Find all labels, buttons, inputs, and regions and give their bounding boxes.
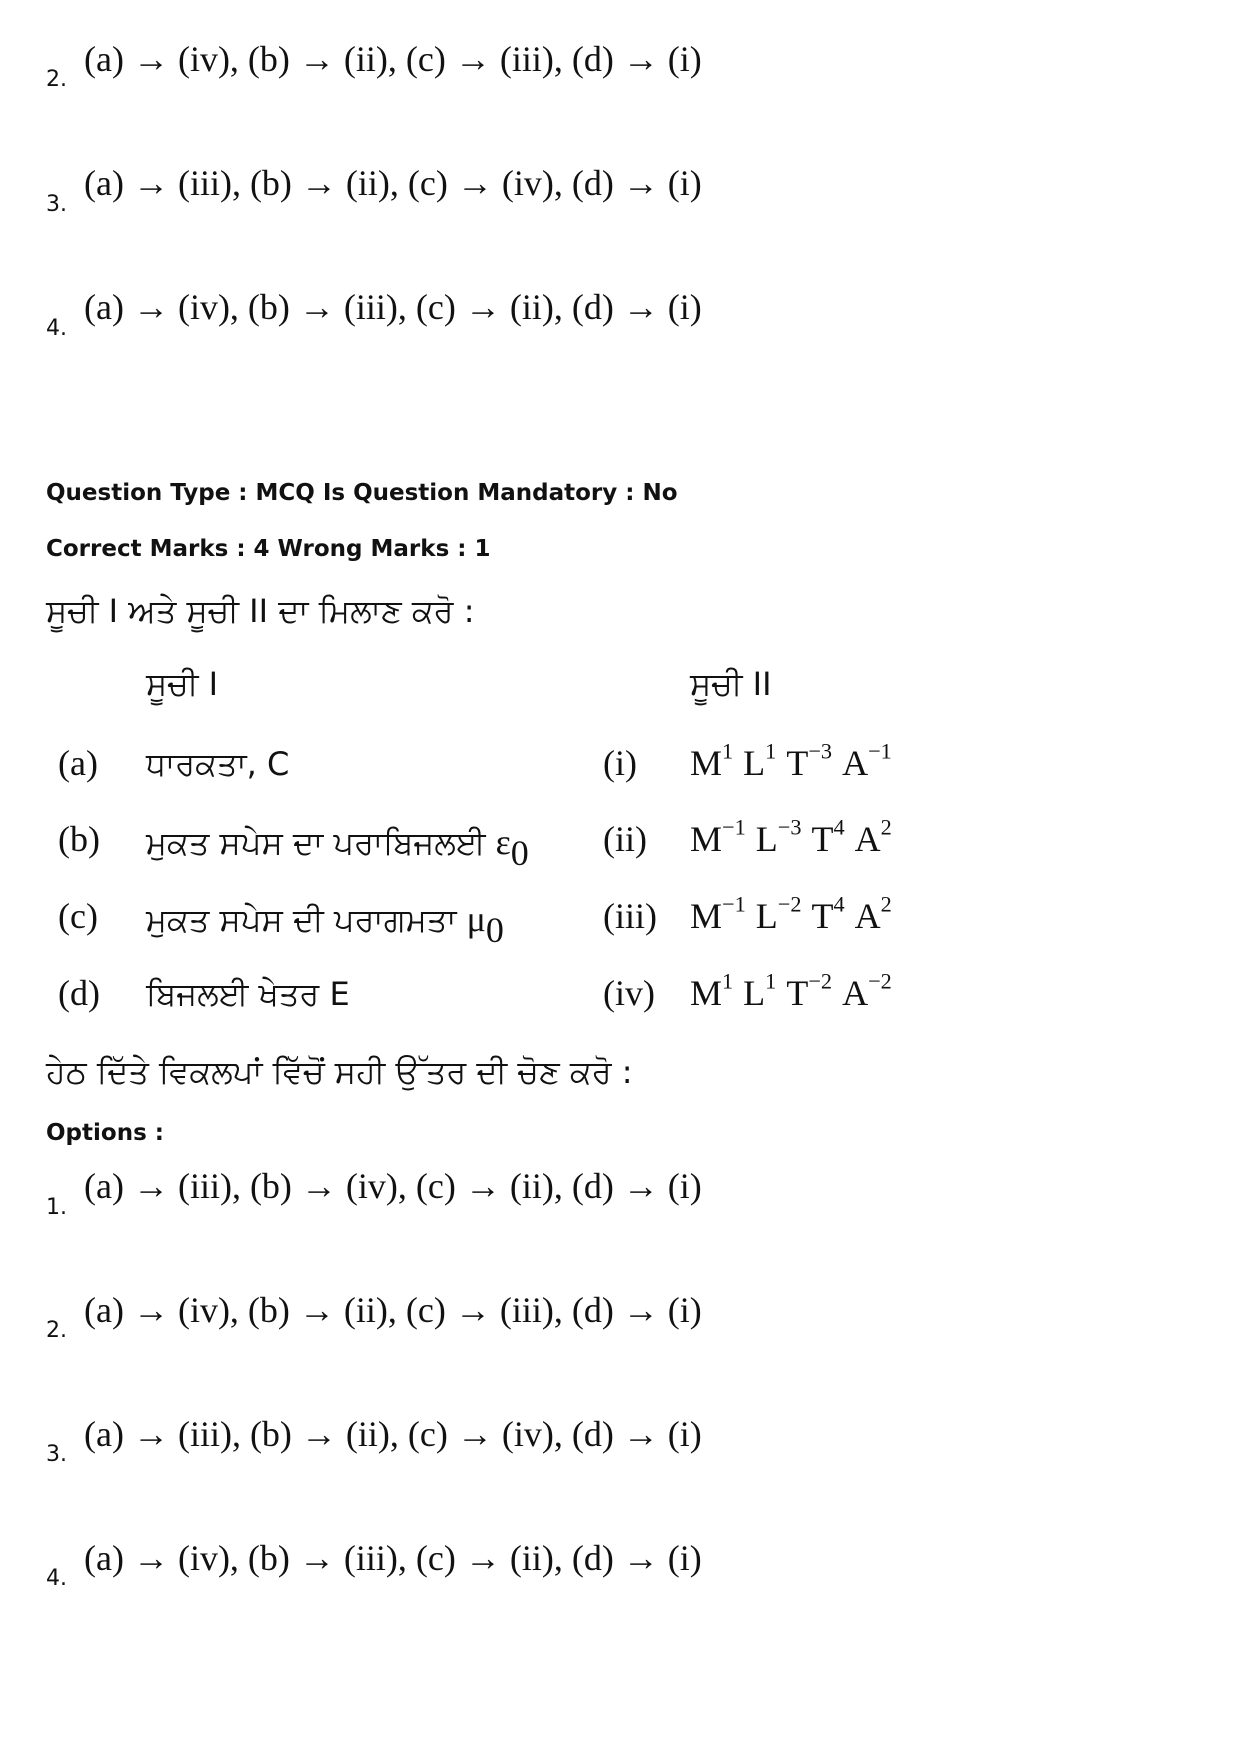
- list1-item-text: ਧਾਰਕਤਾ, C: [146, 745, 290, 783]
- option-number: 2.: [46, 67, 67, 92]
- dimension-base: L: [755, 896, 778, 936]
- dimension-exponent: −2: [777, 891, 802, 917]
- option-number: 3.: [46, 192, 67, 217]
- option-number: 4.: [46, 1566, 67, 1591]
- list1-item-text: ਮੁਕਤ ਸਪੇਸ ਦਾ ਪਰਾਬਿਜਲਈ: [146, 824, 486, 862]
- dimension-exponent: −1: [722, 814, 746, 840]
- dimension-base: A: [842, 743, 869, 783]
- list2-dimension: [690, 814, 892, 860]
- option-text: (a) → (iii), (b) → (ii), (c) → (iv), (d) → (i): [84, 163, 702, 203]
- list1-item-text: ਬਿਜਲਈ ਖੇਤਰ E: [146, 975, 350, 1013]
- dimension-exponent: 1: [765, 968, 777, 994]
- row-label: (d): [58, 973, 100, 1013]
- dimension-exponent: −3: [777, 814, 802, 840]
- option-number: 2.: [46, 1318, 67, 1343]
- question-type-line: Question Type : MCQ Is Question Mandatory : No: [46, 480, 678, 506]
- list1-item: [146, 898, 504, 950]
- dimension-base: T: [811, 819, 834, 859]
- list1-item: [146, 745, 289, 784]
- list1-item: [146, 821, 529, 873]
- option-text: (a) → (iii), (b) → (iv), (c) → (ii), (d) → (i): [84, 1166, 702, 1206]
- option-text: (a) → (iv), (b) → (ii), (c) → (iii), (d) → (i): [84, 1290, 702, 1330]
- list2-label: (iii): [603, 896, 657, 936]
- list2-dimension: [690, 968, 892, 1014]
- marks-line: Correct Marks : 4 Wrong Marks : 1: [46, 536, 491, 562]
- list1-item-symbol: ε: [495, 822, 511, 862]
- answer-prompt: ਹੇਠ ਦਿੱਤੇ ਵਿਕਲਪਾਂ ਵਿੱਚੋਂ ਸਹੀ ਉੱਤਰ ਦੀ ਚੋਣ ਕਰੋ :: [46, 1053, 633, 1091]
- list1-item-subscript: 0: [510, 832, 529, 873]
- dimension-base: T: [811, 896, 834, 936]
- question-instruction: ਸੂਚੀ I ਅਤੇ ਸੂਚੀ II ਦਾ ਮਿਲਾਣ ਕਰੋ :: [46, 592, 475, 630]
- option-text: (a) → (iv), (b) → (iii), (c) → (ii), (d) → (i): [84, 1538, 702, 1578]
- list1-item-subscript: 0: [485, 909, 504, 950]
- option-text: (a) → (iv), (b) → (iii), (c) → (ii), (d) → (i): [84, 287, 702, 327]
- options-label: Options :: [46, 1120, 164, 1146]
- list1-item-text: ਮੁਕਤ ਸਪੇਸ ਦੀ ਪਰਾਗਮਤਾ: [146, 901, 457, 939]
- dimension-base: M: [690, 743, 723, 783]
- dimension-exponent: −2: [808, 968, 833, 994]
- list2-dimension: [690, 891, 892, 937]
- dimension-exponent: −1: [868, 738, 892, 764]
- row-label: (b): [58, 819, 100, 859]
- dimension-exponent: 1: [765, 738, 777, 764]
- dimension-base: M: [690, 819, 723, 859]
- option-text: (a) → (iv), (b) → (ii), (c) → (iii), (d) → (i): [84, 39, 702, 79]
- dimension-base: A: [854, 896, 881, 936]
- dimension-exponent: 2: [880, 891, 892, 917]
- row-label: (a): [58, 743, 98, 783]
- dimension-base: L: [755, 819, 778, 859]
- list2-label: (i): [603, 743, 637, 783]
- dimension-base: A: [842, 973, 869, 1013]
- row-label: (c): [58, 896, 98, 936]
- dimension-exponent: 4: [833, 814, 845, 840]
- dimension-base: M: [690, 896, 723, 936]
- dimension-base: T: [786, 743, 809, 783]
- list2-header: ਸੂਚੀ II: [690, 665, 772, 703]
- dimension-base: L: [743, 973, 766, 1013]
- dimension-exponent: −2: [868, 968, 892, 994]
- dimension-exponent: 1: [722, 738, 734, 764]
- dimension-exponent: 1: [722, 968, 734, 994]
- list2-dimension: [690, 738, 892, 784]
- option-number: 4.: [46, 316, 67, 341]
- dimension-exponent: −3: [808, 738, 833, 764]
- dimension-base: L: [743, 743, 766, 783]
- dimension-base: A: [854, 819, 881, 859]
- dimension-exponent: 4: [833, 891, 845, 917]
- option-number: 1.: [46, 1195, 67, 1220]
- list2-label: (iv): [603, 973, 655, 1013]
- list2-label: (ii): [603, 819, 647, 859]
- dimension-exponent: −1: [722, 891, 746, 917]
- option-text: (a) → (iii), (b) → (ii), (c) → (iv), (d) → (i): [84, 1414, 702, 1454]
- dimension-exponent: 2: [880, 814, 892, 840]
- option-number: 3.: [46, 1442, 67, 1467]
- dimension-base: T: [786, 973, 809, 1013]
- list1-header: ਸੂਚੀ I: [146, 665, 219, 703]
- list1-item: [146, 975, 350, 1014]
- list1-item-symbol: μ: [466, 899, 486, 939]
- dimension-base: M: [690, 973, 723, 1013]
